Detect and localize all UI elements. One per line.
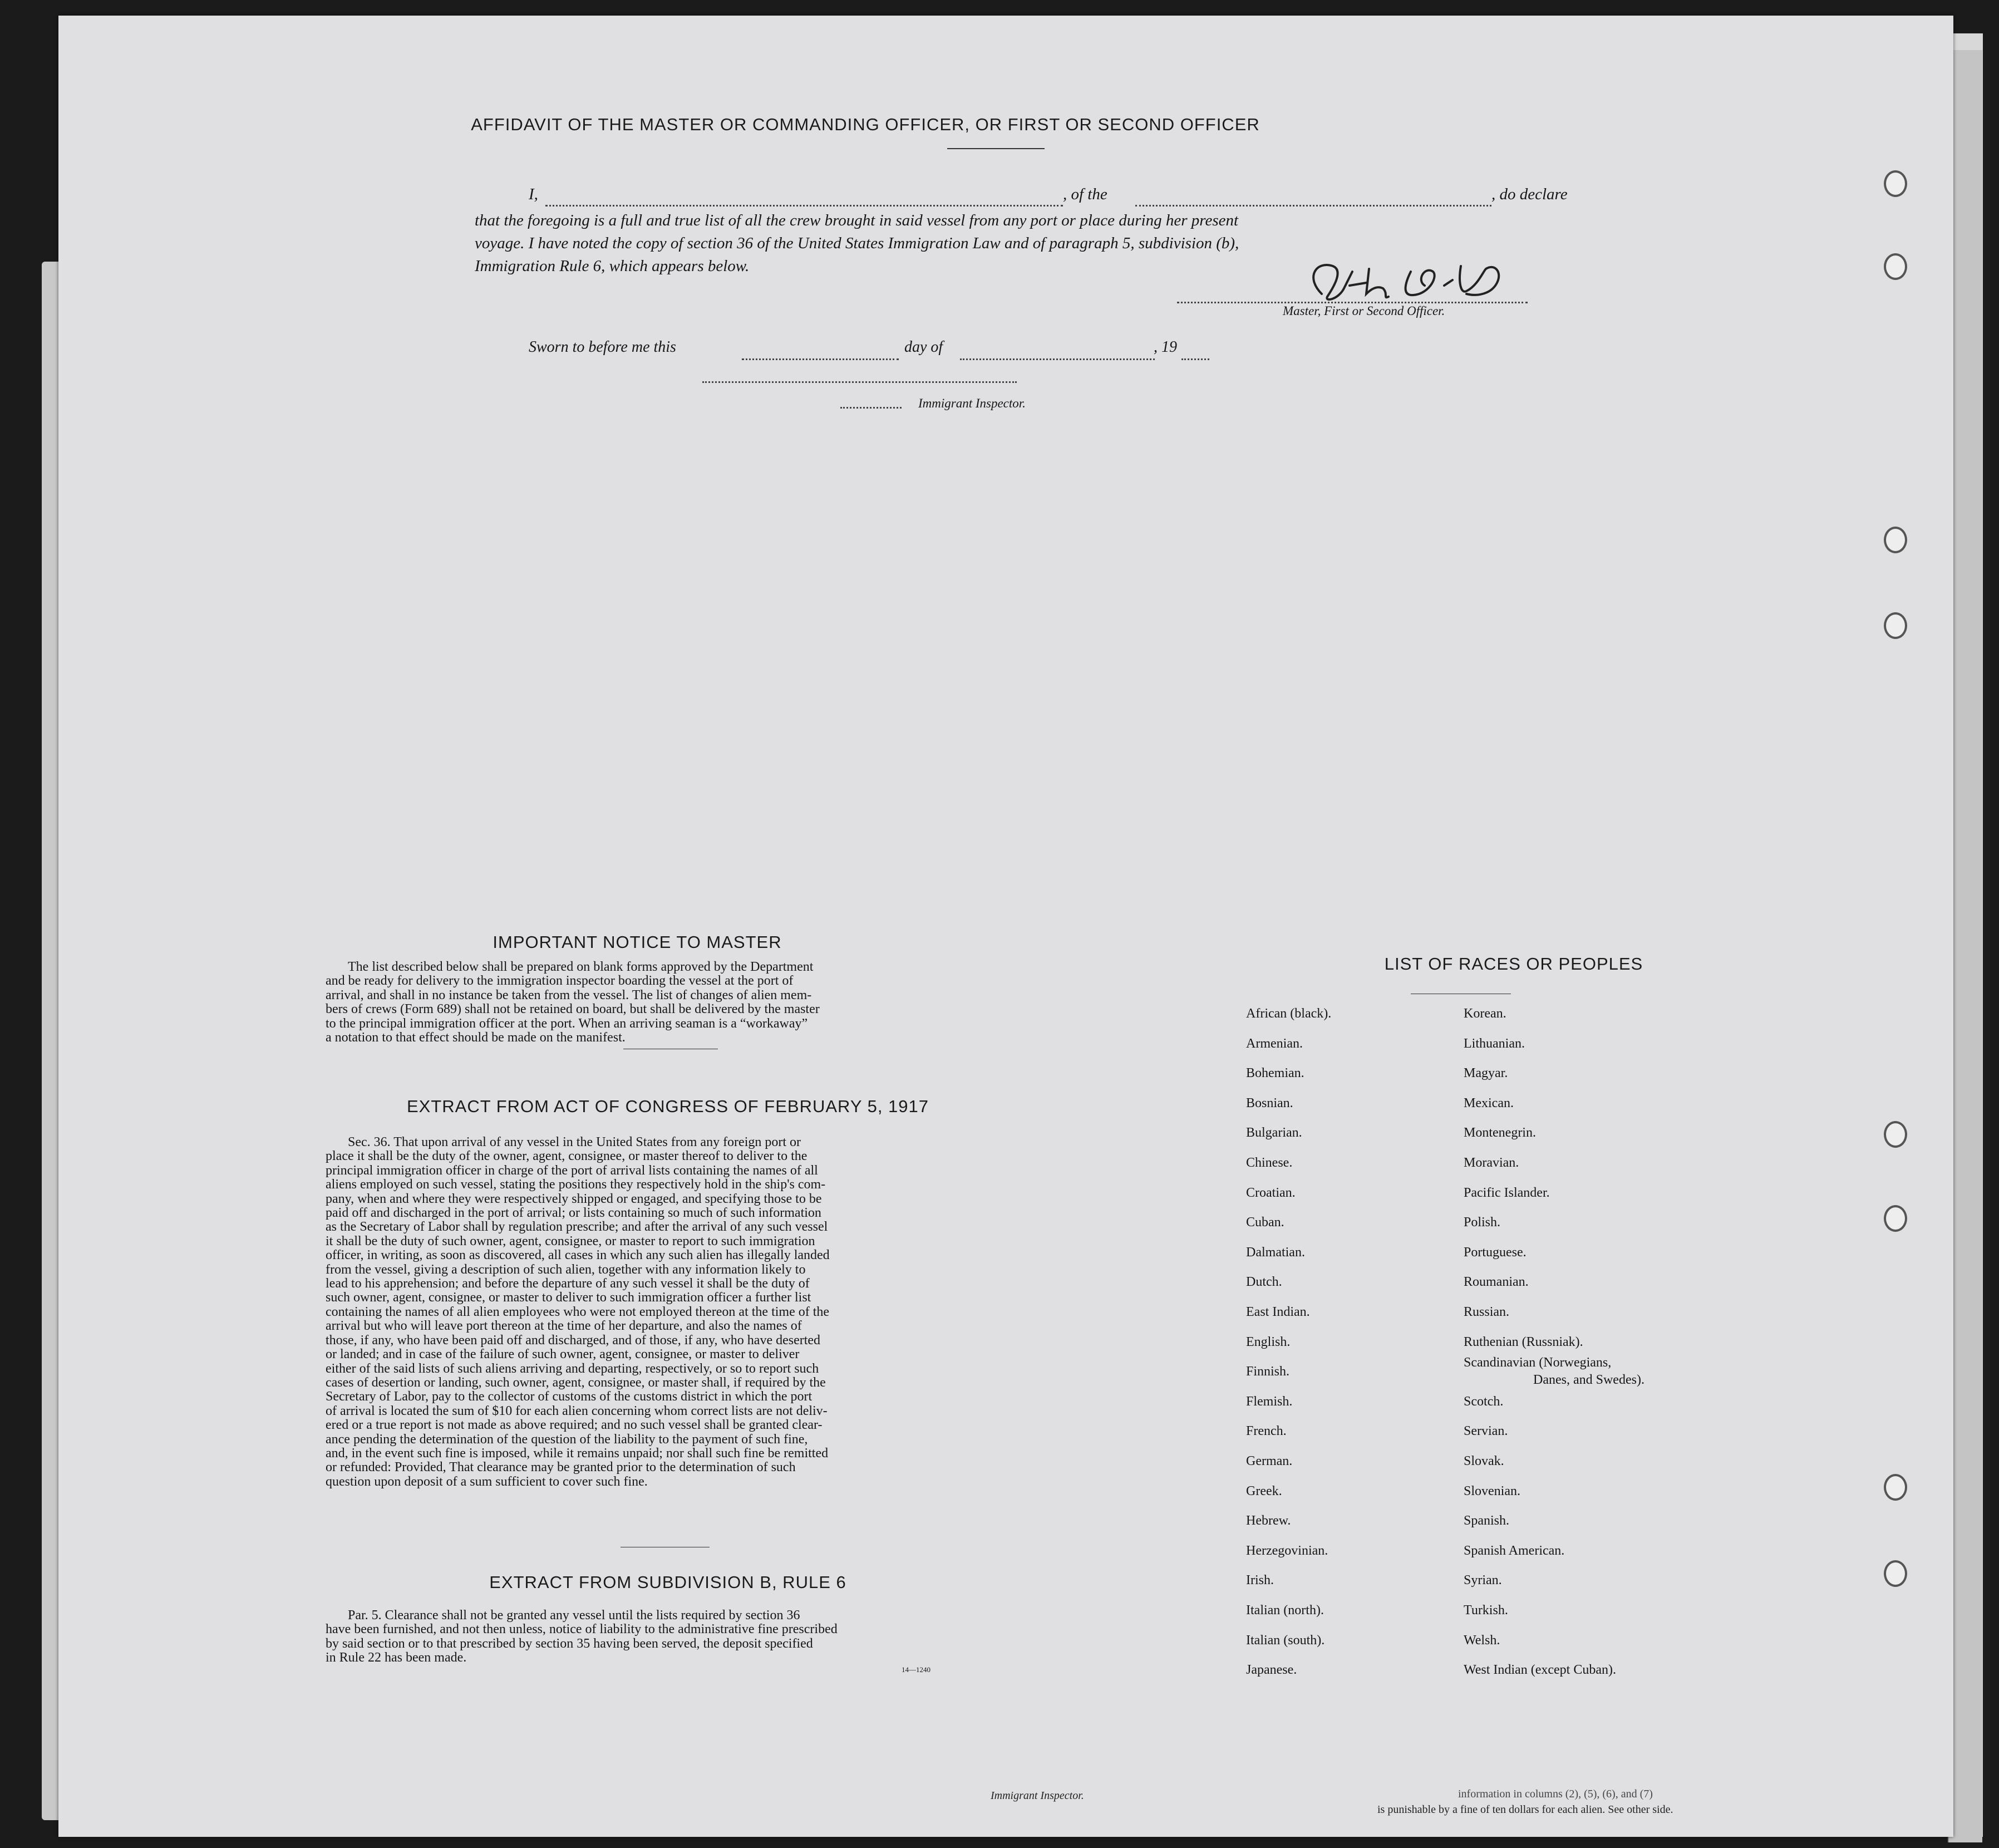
act-line: of arrival is located the sum of $10 for each alien concerning whom correct lists are not deliv- xyxy=(326,1403,828,1418)
race-item: Croatian. xyxy=(1246,1186,1296,1200)
act-line: or landed; and in case of the failure of such owner, agent, consignee, or master to deliver xyxy=(326,1347,800,1362)
race-item: Portuguese. xyxy=(1464,1245,1527,1260)
rule-line: by said section or to that prescribed by section 35 having been served, the deposit specified xyxy=(326,1636,813,1651)
notice-line: a notation to that effect should be made on the manifest. xyxy=(326,1030,626,1045)
act-line: principal immigration officer in charge of the port of arrival lists containing the names of all xyxy=(326,1163,818,1178)
race-item: Polish. xyxy=(1464,1215,1501,1230)
affidavit-line-2: that the foregoing is a full and true list of all the crew brought in said vessel from any port or place during her present xyxy=(475,212,1239,229)
act-line: ered or a true report is not made as above required; and no such vessel shall be granted clear- xyxy=(326,1418,823,1433)
sworn-day-blank xyxy=(742,358,899,360)
sworn-prefix: Sworn to before me this xyxy=(529,338,676,356)
race-item: Dutch. xyxy=(1246,1275,1282,1289)
sworn-day-of: day of xyxy=(904,338,943,356)
race-item: Ruthenian (Russniak). xyxy=(1464,1335,1583,1349)
race-item: Syrian. xyxy=(1464,1573,1502,1587)
document-page xyxy=(58,16,1953,1837)
race-item: Irish. xyxy=(1246,1573,1274,1587)
race-item: Japanese. xyxy=(1246,1663,1297,1677)
sworn-month-blank xyxy=(960,358,1155,360)
binder-hole xyxy=(1884,1205,1907,1232)
signer-caption: Master, First or Second Officer. xyxy=(1283,304,1445,318)
notice-line: to the principal immigration officer at the port. When an arriving seaman is a “workaway” xyxy=(326,1016,808,1031)
race-item: Italian (south). xyxy=(1246,1633,1325,1648)
act-line: aliens employed on such vessel, stating the positions they respectively hold in the ship's com- xyxy=(326,1177,826,1192)
rule-extract-body xyxy=(326,1609,1010,1665)
race-item: German. xyxy=(1246,1454,1293,1468)
sworn-year: , 19 xyxy=(1154,338,1177,356)
rule-line: Par. 5. Clearance shall not be granted any vessel until the lists required by section 36 xyxy=(348,1608,800,1623)
race-item: Lithuanian. xyxy=(1464,1036,1525,1051)
act-extract-title: EXTRACT FROM ACT OF CONGRESS OF FEBRUARY 5, 1917 xyxy=(406,1097,929,1116)
notice-line: bers of crews (Form 689) shall not be retained on board, but shall be delivered by the master xyxy=(326,1002,820,1017)
act-line: ance pending the determination of the question of the liability to the payment of such fine, xyxy=(326,1432,808,1447)
act-extract-body xyxy=(326,1136,1010,1489)
race-item: Pacific Islander. xyxy=(1464,1186,1550,1200)
act-line: or refunded: Provided, That clearance may be granted prior to the determination of such xyxy=(326,1460,796,1475)
race-item: West Indian (except Cuban). xyxy=(1464,1663,1616,1677)
affidavit-i: I, xyxy=(529,185,538,203)
race-item: Danes, and Swedes). xyxy=(1533,1373,1645,1387)
under-sheet-inspector: Immigrant Inspector. xyxy=(991,1790,1084,1802)
rule-line: have been furnished, and not then unless, notice of liability to the administrative fine prescribed xyxy=(326,1622,838,1637)
races-title: LIST OF RACES OR PEOPLES xyxy=(1384,954,1643,974)
act-line: either of the said lists of such aliens arriving and departing, respectively, or so to report such xyxy=(326,1361,819,1376)
act-line: Secretary of Labor, pay to the collector of customs of the customs district in which the port xyxy=(326,1389,813,1404)
race-item: Cuban. xyxy=(1246,1215,1284,1230)
act-line: arrival but who will leave port thereon at the time of her departure, and also the names of xyxy=(326,1319,802,1334)
race-item: Scotch. xyxy=(1464,1394,1504,1409)
name-blank xyxy=(545,205,1063,207)
binder-hole xyxy=(1884,1121,1907,1148)
race-item: Turkish. xyxy=(1464,1603,1508,1618)
race-item: Moravian. xyxy=(1464,1156,1519,1170)
signature-line xyxy=(1177,302,1528,303)
act-line: question upon deposit of a sum sufficient to cover such fine. xyxy=(326,1474,648,1489)
affidavit-do-declare: , do declare xyxy=(1491,185,1568,203)
notice-title: IMPORTANT NOTICE TO MASTER xyxy=(493,932,782,952)
act-line: Sec. 36. That upon arrival of any vessel in the United States from any foreign port or xyxy=(348,1135,801,1149)
race-item: Spanish American. xyxy=(1464,1544,1565,1558)
race-item: East Indian. xyxy=(1246,1305,1310,1319)
act-line: those, if any, who have been paid off and discharged, and of those, if any, who have deserted xyxy=(326,1333,821,1348)
notice-line: arrival, and shall in no instance be taken from the vessel. The list of changes of alien mem- xyxy=(326,987,812,1002)
race-item: Bulgarian. xyxy=(1246,1125,1302,1140)
binder-hole xyxy=(1884,612,1907,639)
race-item: English. xyxy=(1246,1335,1291,1349)
act-line: officer, in writing, as soon as discovered, all cases in which any such alien has illegally landed xyxy=(326,1248,830,1263)
act-line: from the vessel, giving a description of such alien, together with any information likely to xyxy=(326,1262,806,1277)
race-item: African (black). xyxy=(1246,1006,1332,1021)
race-item: Flemish. xyxy=(1246,1394,1293,1409)
race-item: Slovak. xyxy=(1464,1454,1504,1468)
notice-body xyxy=(326,960,1010,1045)
vessel-blank xyxy=(1135,205,1491,207)
race-item: Spanish. xyxy=(1464,1513,1510,1528)
notice-line: The list described below shall be prepared on blank forms approved by the Department xyxy=(348,960,814,974)
form-number: 14—1240 xyxy=(902,1665,930,1674)
act-line: paid off and discharged in the port of arrival; or lists containing so much of such information xyxy=(326,1206,821,1221)
race-item: Servian. xyxy=(1464,1424,1508,1438)
affidavit-title: AFFIDAVIT OF THE MASTER OR COMMANDING OFFICER, OR FIRST OR SECOND OFFICER xyxy=(471,115,1260,134)
race-item: French. xyxy=(1246,1424,1287,1438)
affidavit-of-the: , of the xyxy=(1063,185,1107,203)
race-item: Greek. xyxy=(1246,1484,1282,1498)
act-line: containing the names of all alien employees who were not employed thereon at the time of the xyxy=(326,1304,830,1319)
race-item: Roumanian. xyxy=(1464,1275,1529,1289)
title-rule xyxy=(947,148,1045,149)
sworn-year-blank xyxy=(1181,358,1209,360)
race-item: Dalmatian. xyxy=(1246,1245,1305,1260)
race-item: Hebrew. xyxy=(1246,1513,1291,1528)
notice-line: and be ready for delivery to the immigration inspector boarding the vessel at the port of xyxy=(326,974,794,989)
binder-hole xyxy=(1884,1474,1907,1501)
inspector-signature-line xyxy=(702,381,1017,383)
rule-line: in Rule 22 has been made. xyxy=(326,1650,467,1665)
race-item: Slovenian. xyxy=(1464,1484,1520,1498)
under-sheet-fine-line1: is punishable by a fine of ten dollars for each alien. See other side. xyxy=(1377,1803,1673,1816)
act-line: such owner, agent, consignee, or master to deliver to such immigration officer a further list xyxy=(326,1290,811,1305)
race-item: Bosnian. xyxy=(1246,1096,1293,1110)
affidavit-line-4: Immigration Rule 6, which appears below. xyxy=(475,257,750,275)
race-item: Montenegrin. xyxy=(1464,1125,1536,1140)
binder-hole xyxy=(1884,253,1907,280)
race-item: Finnish. xyxy=(1246,1364,1290,1379)
race-item: Russian. xyxy=(1464,1305,1510,1319)
act-line: place it shall be the duty of the owner, agent, consignee, or master thereof to deliver to the xyxy=(326,1149,808,1164)
act-line: lead to his apprehension; and before the departure of any such vessel it shall be the duty of xyxy=(326,1276,810,1291)
race-item: Welsh. xyxy=(1464,1633,1500,1648)
race-item: Bohemian. xyxy=(1246,1066,1304,1080)
binder-hole xyxy=(1884,527,1907,553)
act-line: cases of desertion or landing, such owner, agent, consignee, or master shall, if required by the xyxy=(326,1375,826,1390)
act-line: pany, when and where they were respectively shipped or engaged, and specifying those to be xyxy=(326,1191,822,1206)
act-line: it shall be the duty of such owner, agent, consignee, or master to report to such immigration xyxy=(326,1233,815,1249)
race-item: Herzegovinian. xyxy=(1246,1544,1328,1558)
race-item: Chinese. xyxy=(1246,1156,1293,1170)
race-item: Scandinavian (Norwegians, xyxy=(1464,1355,1612,1370)
act-line: and, in the event such fine is imposed, while it remains unpaid; nor shall such fine be remitted xyxy=(326,1446,829,1461)
race-item: Korean. xyxy=(1464,1006,1506,1021)
rule-extract-title: EXTRACT FROM SUBDIVISION B, RULE 6 xyxy=(489,1572,846,1592)
binder-hole xyxy=(1884,1560,1907,1587)
act-line: as the Secretary of Labor shall by regulation prescribe; and after the arrival of any such vessel xyxy=(326,1220,828,1235)
race-item: Magyar. xyxy=(1464,1066,1508,1080)
binder-hole xyxy=(1884,170,1907,197)
inspector-caption: Immigrant Inspector. xyxy=(918,396,1026,410)
race-item: Italian (north). xyxy=(1246,1603,1324,1618)
inspector-short-line xyxy=(840,407,902,409)
under-sheet-fine-line0: information in columns (2), (5), (6), and (7) xyxy=(1458,1788,1653,1800)
race-item: Armenian. xyxy=(1246,1036,1303,1051)
race-item: Mexican. xyxy=(1464,1096,1514,1110)
affidavit-line-3: voyage. I have noted the copy of section 36 of the United States Immigration Law and of paragraph 5, subdivision (b), xyxy=(475,234,1239,252)
